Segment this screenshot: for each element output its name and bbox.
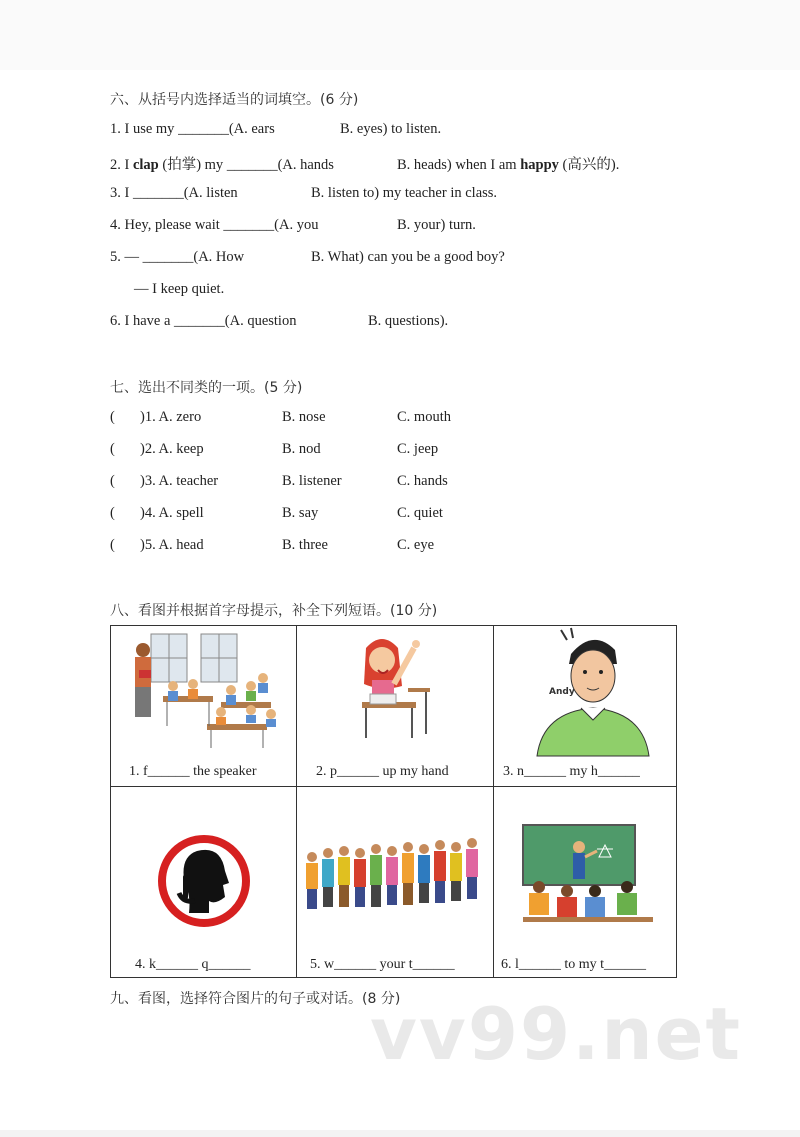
s6-q1-optb: B. eyes) to listen. bbox=[340, 121, 442, 137]
s6-q3-optb: B. listen to) my teacher in class. bbox=[311, 185, 498, 201]
s6-q6: 6. I have a _______(A. question bbox=[110, 313, 297, 329]
caption-5: 5. w______ your t______ bbox=[310, 957, 455, 972]
caption-2: 2. p______ up my hand bbox=[316, 764, 449, 779]
picture-cell-1 bbox=[111, 626, 296, 786]
s6-q5-reply: — I keep quiet. bbox=[134, 281, 225, 297]
picture-cell-3 bbox=[493, 626, 677, 786]
s6-q5-optb: B. What) can you be a good boy? bbox=[311, 249, 505, 265]
raise-hand-illustration bbox=[296, 626, 493, 761]
picture-cell-5 bbox=[296, 787, 493, 978]
classroom-illustration bbox=[111, 626, 296, 761]
andy-label: Andy bbox=[549, 687, 575, 697]
s6-q2-optb: B. heads) when I am happy (高兴的). bbox=[397, 157, 620, 173]
section9-title: 九、看图，选择符合图片的句子或对话。(8 分) bbox=[110, 991, 401, 1007]
s6-q6-optb: B. questions). bbox=[368, 313, 449, 329]
caption-6: 6. l______ to my t______ bbox=[501, 957, 647, 972]
section8-title: 八、看图并根据首字母提示，补全下列短语。(10 分) bbox=[110, 603, 438, 619]
s6-q2: 2. I clap (拍掌) my _______(A. hands bbox=[110, 157, 334, 173]
picture-cell-6 bbox=[493, 787, 677, 978]
listen-teacher-illustration bbox=[493, 787, 677, 952]
top-margin bbox=[0, 0, 800, 70]
s6-q1: 1. I use my _______(A. ears bbox=[110, 121, 275, 137]
caption-3: 3. n______ my h______ bbox=[503, 764, 640, 779]
nod-head-illustration bbox=[493, 626, 677, 761]
picture-cell-2 bbox=[296, 626, 493, 786]
s6-q4-optb: B. your) turn. bbox=[397, 217, 476, 233]
keep-quiet-icon bbox=[111, 787, 296, 952]
caption-1: 1. f______ the speaker bbox=[129, 764, 257, 779]
s6-q4: 4. Hey, please wait _______(A. you bbox=[110, 217, 319, 233]
section6-title: 六、从括号内选择适当的词填空。(6 分) bbox=[110, 92, 359, 108]
s6-q5: 5. — _______(A. How bbox=[110, 249, 245, 265]
waiting-line-illustration bbox=[296, 787, 493, 952]
caption-4: 4. k______ q______ bbox=[135, 957, 251, 972]
picture-cell-4 bbox=[111, 787, 296, 978]
worksheet-page: 六、从括号内选择适当的词填空。(6 分) 1. I use my _______(A. ears B. eyes) to listen. 2. I clap (拍掌) my _______(A. hands B. heads) when I am happy (高兴的). 3. I _______(A. listen B. listen to) my teacher in class. 4. Hey, please wait _______(A. you B. your) turn. 5. — _______(A. How B. What) can you be a good boy? — I keep quiet. 6. I have a _______(A. question B. questions). 七、选出不同类的一项。(5 分) ( )1. A. zero B. nose C. mouth ( )2. A. keep B. nod C. jeep ( )3. A. teacher B. listener C. hands ( )4. A. spell B. say C. quiet ( )5. A. head B. three C. eye 八、看图并根据首字母提示，补全下列短语。(10 分) 1. f______ the speaker 2. p______ up my hand Andy 3. n______ my h______ 4. k______ q______ 5. w______ your t______ 6. l______ to my t______ 九、看图，选择符合图片的句子或对话。(8 分) vv99.net bbox=[0, 0, 800, 1130]
picture-grid bbox=[110, 625, 677, 978]
s6-q3: 3. I _______(A. listen bbox=[110, 185, 238, 201]
watermark: vv99.net bbox=[370, 992, 742, 1076]
section7-title: 七、选出不同类的一项。(5 分) bbox=[110, 380, 303, 396]
